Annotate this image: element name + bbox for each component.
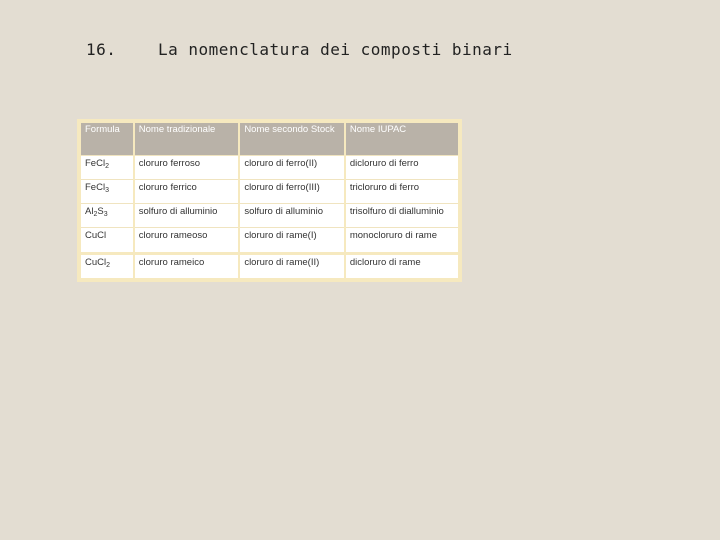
- iupac-name-cell: monocloruro di rame: [345, 228, 458, 253]
- formula-cell: CuCl$_2$: [81, 253, 134, 278]
- iupac-name-cell: dicloruro di ferro: [345, 156, 458, 180]
- formula-cell: $Al_2S_3$: [81, 204, 134, 228]
- nomenclature-table-frame: [77, 119, 462, 282]
- formula-cell: FeCl$_2$: [81, 156, 134, 180]
- formula-cell: FeCl$_3$: [81, 180, 134, 204]
- header-iupac-name: Nome IUPAC: [345, 123, 458, 156]
- table-row: [81, 253, 458, 278]
- traditional-name-cell: cloruro ferroso: [134, 156, 240, 180]
- traditional-name-cell: cloruro rameoso: [134, 228, 240, 253]
- stock-name-cell: solfuro di alluminio: [239, 204, 345, 228]
- stock-name-cell: cloruro di ferro(III): [239, 180, 345, 204]
- slide-number: 16.: [86, 40, 117, 59]
- table-row: [81, 228, 458, 253]
- table-row: [81, 156, 458, 180]
- table-row: [81, 180, 458, 204]
- iupac-name-cell: tricloruro di ferro: [345, 180, 458, 204]
- table-row: [81, 204, 458, 228]
- stock-name-cell: cloruro di rame(I): [239, 228, 345, 253]
- stock-name-cell: cloruro di ferro(II): [239, 156, 345, 180]
- header-stock-name: Nome secondo Stock: [239, 123, 345, 156]
- stock-name-cell: cloruro di rame(II): [239, 253, 345, 278]
- nomenclature-table: [81, 123, 458, 278]
- traditional-name-cell: cloruro ferrico: [134, 180, 240, 204]
- traditional-name-cell: cloruro rameico: [134, 253, 240, 278]
- iupac-name-cell: trisolfuro di dialluminio: [345, 204, 458, 228]
- header-traditional-name: Nome tradizionale: [134, 123, 240, 156]
- traditional-name-cell: solfuro di alluminio: [134, 204, 240, 228]
- formula-cell: CuCl: [81, 228, 134, 253]
- iupac-name-cell: dicloruro di rame: [345, 253, 458, 278]
- table-header-row: [81, 123, 458, 156]
- header-formula: Formula: [81, 123, 134, 156]
- slide-title: La nomenclatura dei composti binari: [158, 40, 513, 59]
